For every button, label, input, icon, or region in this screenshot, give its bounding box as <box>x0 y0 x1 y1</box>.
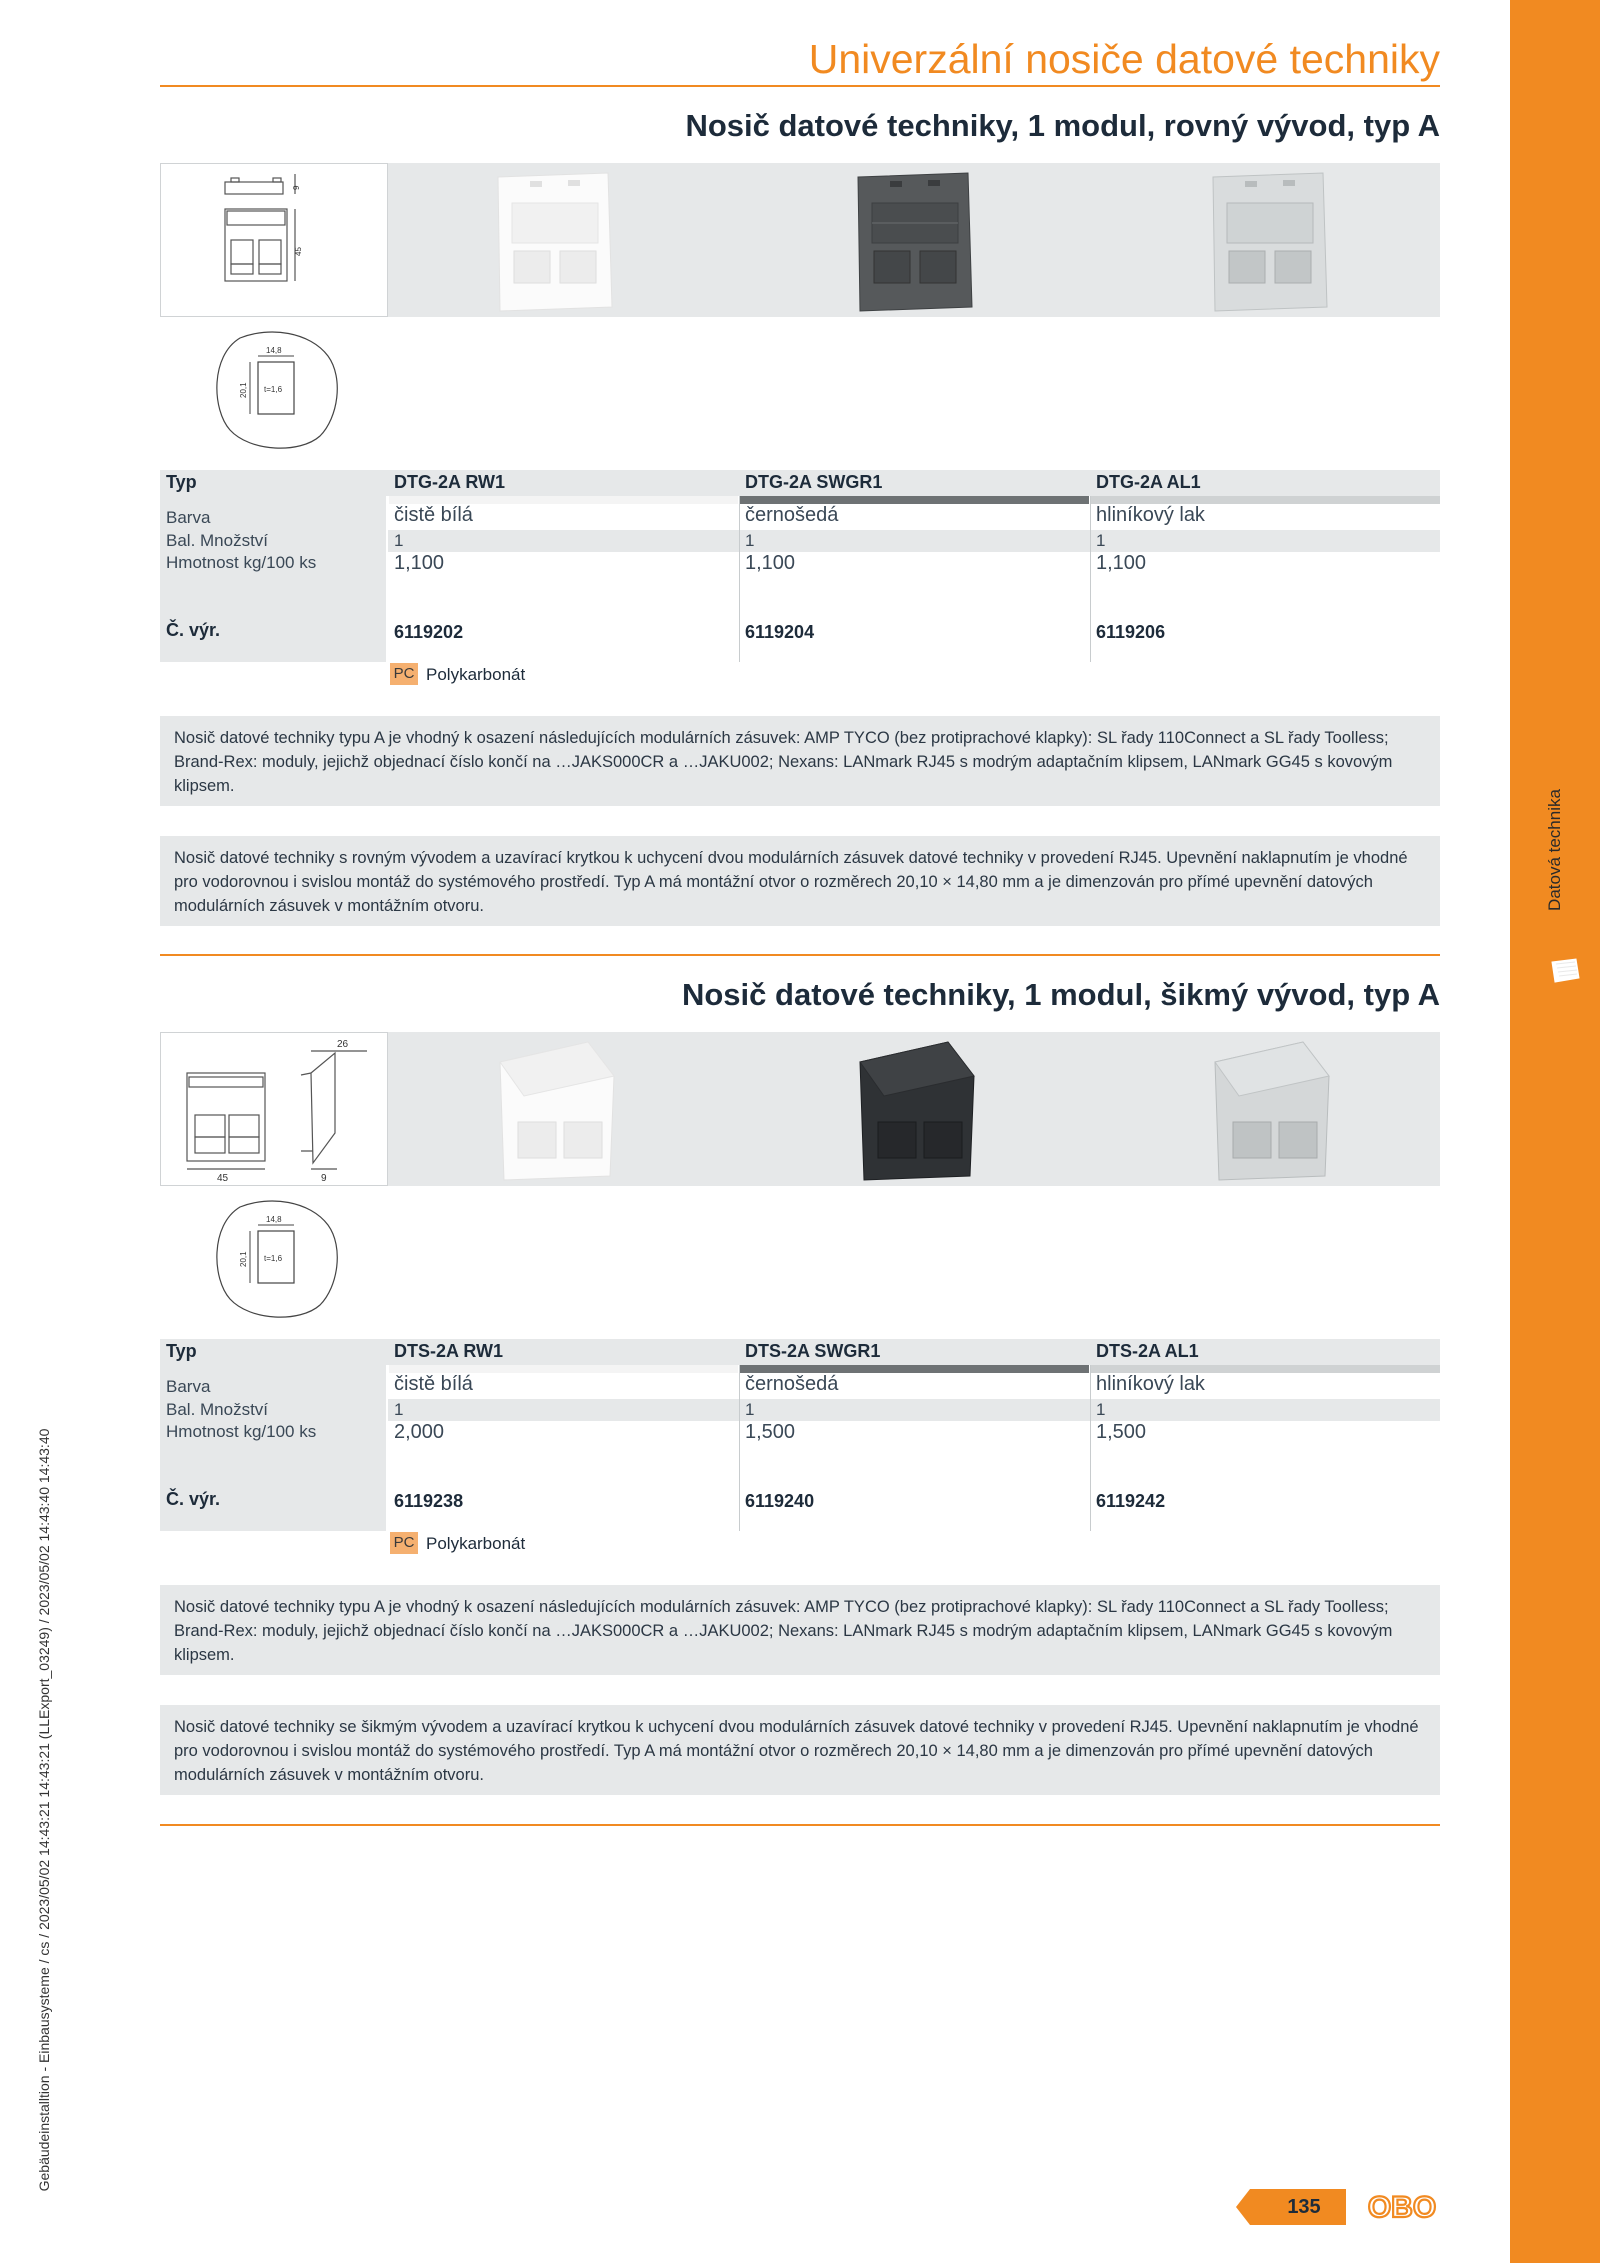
label-color: Barva <box>166 508 211 527</box>
section-divider <box>160 1824 1440 1826</box>
color-swatch-alu <box>1091 496 1440 504</box>
label-weight: Hmotnost kg/100 ks <box>166 1422 317 1441</box>
section-title: Nosič datové techniky, 1 modul, rovný vývod, typ A <box>685 108 1440 143</box>
logo-text: OBO <box>1367 2191 1437 2224</box>
technical-drawing <box>160 163 388 317</box>
section-title: Nosič datové techniky, 1 modul, šikmý vývod, typ A <box>681 977 1440 1012</box>
product-type: DTG-2A RW1 <box>394 472 506 492</box>
article-number: 6119206 <box>1096 622 1166 642</box>
product-image-aluminium <box>1205 1036 1335 1182</box>
color-swatch-white <box>389 1365 738 1373</box>
material-code-badge: PC <box>390 1532 418 1554</box>
product-image-black-grey <box>850 1036 980 1182</box>
label-weight: Hmotnost kg/100 ks <box>166 553 317 572</box>
product-color: černošedá <box>745 504 839 526</box>
product-qty: 1 <box>745 1400 755 1419</box>
color-swatch-grey <box>740 1365 1089 1373</box>
article-number: 6119204 <box>745 622 815 642</box>
product-qty: 1 <box>1096 531 1106 550</box>
product-weight: 1,500 <box>1096 1421 1147 1443</box>
compatibility-note: Nosič datové techniky typu A je vhodný k osazení následujících modulárních zásuvek: AMP TYCO (bez protiprachové klapky): SL řady 110Connect a SL řady Toolless; Brand-Rex: moduly, jejichž objednací číslo končí na …JAKS000CR a …JAKU002; Nexans: LANmark RJ45 s modrým adaptačním klipsem, LANmark GG45 s kovovým klipsem. <box>160 716 1440 806</box>
product-color: čistě bílá <box>394 504 473 526</box>
cutout-height: 20,1 <box>239 1251 248 1267</box>
product-type: DTG-2A SWGR1 <box>745 472 883 492</box>
product-color: hliníkový lak <box>1096 504 1205 526</box>
print-metadata: Gebäudeinstalltion - Einbausysteme / cs / 2023/05/02 14:43:21 14:43:21 (LLExport_03249) / 2023/05/02 14:43:40 14:43:40 <box>36 1428 52 2192</box>
product-type: DTG-2A AL1 <box>1096 472 1201 492</box>
technical-drawing <box>160 1032 388 1186</box>
product-qty: 1 <box>394 1400 404 1419</box>
label-type: Typ <box>166 1341 197 1361</box>
product-type: DTS-2A AL1 <box>1096 1341 1199 1361</box>
cutout-drawing <box>210 1195 350 1325</box>
product-color: čistě bílá <box>394 1373 473 1395</box>
data-socket-icon <box>1548 956 1582 986</box>
dim-width: 45 <box>217 1173 229 1184</box>
product-color: černošedá <box>745 1373 839 1395</box>
product-image-strip <box>160 1032 1440 1186</box>
cutout-drawing <box>210 326 350 456</box>
cutout-thickness: t=1,6 <box>264 1254 283 1263</box>
article-number: 6119240 <box>745 1491 815 1511</box>
product-qty: 1 <box>394 531 404 550</box>
product-weight: 1,500 <box>745 1421 796 1443</box>
dimension-drawing-icon <box>161 1033 387 1185</box>
label-qty: Bal. Množství <box>166 531 269 550</box>
product-weight: 1,100 <box>394 552 445 574</box>
label-article: Č. výr. <box>166 620 221 640</box>
section-divider <box>160 954 1440 956</box>
product-color: hliníkový lak <box>1096 1373 1205 1395</box>
color-swatch-grey <box>740 496 1089 504</box>
label-color: Barva <box>166 1377 211 1396</box>
page-number: 135 <box>1287 2196 1321 2218</box>
product-qty: 1 <box>1096 1400 1106 1419</box>
product-section-straight <box>160 108 1440 948</box>
cutout-width: 14,8 <box>266 346 282 355</box>
color-swatch-alu <box>1091 1365 1440 1373</box>
dim-side: 9 <box>321 1173 327 1184</box>
label-article: Č. výr. <box>166 1489 221 1509</box>
dim-depth: 26 <box>337 1039 349 1050</box>
product-image-strip <box>160 163 1440 317</box>
product-weight: 2,000 <box>394 1421 445 1443</box>
article-number: 6119238 <box>394 1491 464 1511</box>
product-weight: 1,100 <box>1096 552 1147 574</box>
title-divider <box>160 85 1440 87</box>
dim-side-height: 9 <box>292 185 301 190</box>
product-type: DTS-2A SWGR1 <box>745 1341 881 1361</box>
product-image-black-grey <box>850 167 980 313</box>
color-swatch-white <box>389 496 738 504</box>
product-image-white <box>490 167 620 313</box>
label-type: Typ <box>166 472 197 492</box>
material-label: Polykarbonát <box>426 665 526 684</box>
product-type: DTS-2A RW1 <box>394 1341 504 1361</box>
description-note: Nosič datové techniky se šikmým vývodem a uzavírací krytkou k uchycení dvou modulárních zásuvek datové techniky v provedení RJ45. Upevnění naklapnutím je vhodné pro vodorovnou i svislou montáž do systémového prostředí. Typ A má montážní otvor o rozměrech 20,10 × 14,80 mm a je dimenzován pro přímé upevnění datových modulárních zásuvek v montážním otvoru. <box>160 1705 1440 1795</box>
article-number: 6119242 <box>1096 1491 1166 1511</box>
product-section-angled <box>160 977 1440 1817</box>
side-accent-bar <box>1510 0 1600 2263</box>
article-number: 6119202 <box>394 622 464 642</box>
dim-front-height: 45 <box>294 247 303 256</box>
qty-band <box>388 530 1440 552</box>
product-image-white <box>490 1036 620 1182</box>
cutout-height: 20,1 <box>239 382 248 398</box>
label-qty: Bal. Množství <box>166 1400 269 1419</box>
compatibility-note: Nosič datové techniky typu A je vhodný k osazení následujících modulárních zásuvek: AMP TYCO (bez protiprachové klapky): SL řady 110Connect a SL řady Toolless; Brand-Rex: moduly, jejichž objednací číslo končí na …JAKS000CR a …JAKU002; Nexans: LANmark RJ45 s modrým adaptačním klipsem, LANmark GG45 s kovovým klipsem. <box>160 1585 1440 1675</box>
material-label: Polykarbonát <box>426 1534 526 1553</box>
page-title: Univerzální nosiče datové techniky <box>808 36 1440 82</box>
sidebar-category-label: Datová technika <box>1545 789 1564 911</box>
cutout-thickness: t=1,6 <box>264 385 283 394</box>
obo-logo <box>1362 2190 1442 2224</box>
qty-band <box>388 1399 1440 1421</box>
dimension-drawing-icon <box>161 164 387 316</box>
product-qty: 1 <box>745 531 755 550</box>
product-image-aluminium <box>1205 167 1335 313</box>
cutout-width: 14,8 <box>266 1215 282 1224</box>
material-code-badge: PC <box>390 663 418 685</box>
product-weight: 1,100 <box>745 552 796 574</box>
description-note: Nosič datové techniky s rovným vývodem a uzavírací krytkou k uchycení dvou modulárních zásuvek datové techniky v provedení RJ45. Upevnění naklapnutím je vhodné pro vodorovnou i svislou montáž do systémového prostředí. Typ A má montážní otvor o rozměrech 20,10 × 14,80 mm a je dimenzován pro přímé upevnění datových modulárních zásuvek v montážním otvoru. <box>160 836 1440 926</box>
